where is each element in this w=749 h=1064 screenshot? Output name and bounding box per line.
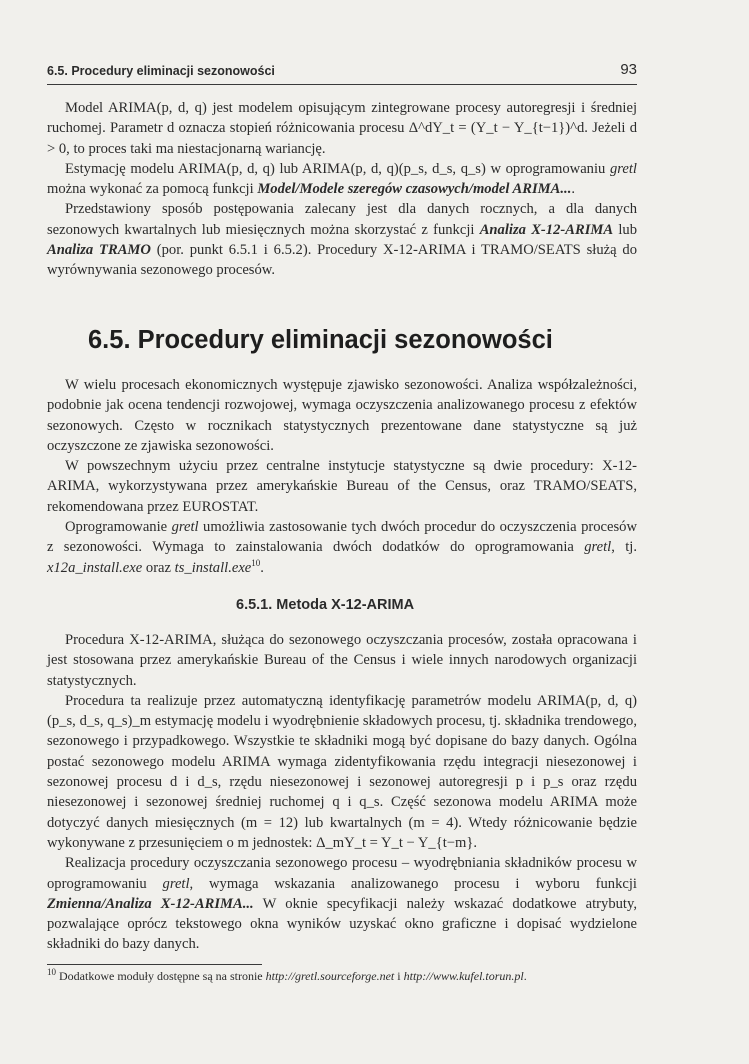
- page-number: 93: [620, 61, 637, 78]
- section-paragraph-1: W wielu procesach ekonomicznych występuje zjawisko sezonowości. Analiza współzależności, podobnie jak ocena tendencji rozwojowej, wymaga oczyszczenia analizowanego procesu z efektów sezonowych. Często w rocznikach statystycznych prezentowane dane statystyczne są już oczyszczone ze zjawiska sezonowości.: [47, 377, 637, 454]
- software-name: gretl: [171, 519, 199, 536]
- section-heading: 6.5. Procedury eliminacji sezonowości: [88, 326, 553, 354]
- menu-path: Model/Modele szeregów czasowych/model ARIMA...: [257, 181, 572, 198]
- software-name: gretl: [609, 160, 637, 177]
- menu-path: Analiza TRAMO: [47, 242, 151, 259]
- intro-paragraph-1: Model ARIMA(p, d, q) jest modelem opisującym zintegrowane procesy autoregresji i średniej ruchomej. Parametr d oznacza stopień różnicowania procesu Δ^dY_t = (Y_t − Y_{t−1})^d. Jeżeli d > 0, to proces taki ma niestacjonarną wariancję.: [47, 100, 637, 157]
- subsection-paragraph-3: Realizacja procedury oczyszczania sezonowego procesu – wyodrębniania składników procesu w oprogramowaniu gretl, wymaga wskazania analizowanego procesu i wyboru funkcji Zmienna/Analiza X-12-ARIMA... W oknie specyfikacji należy wskazać dodatkowe atrybuty, pozwalające oprócz tekstowego okna wyników uzyskać okno graficzne i dopisać wydzielone składniki do bazy danych.: [47, 855, 637, 953]
- subsection-paragraph-2: Procedura ta realizuje przez automatyczną identyfikację parametrów modelu ARIMA(p, d, q)(p_s, d_s, q_s)_m estymację modelu i wyodrębnienie składowych procesu, tj. składnika trendowego, sezonowego i przypadkowego. Wszystkie te składniki mogą być dopisane do bazy danych. Ogólna postać sezonowego modelu ARIMA wymaga zidentyfikowania rzędu integracji niesezonowej i sezonowej procesu d i d_s, rzędu niesezonowej i sezonowej autoregresji p i p_s oraz rzędu niesezonowej i sezonowej średniej ruchomej q i q_s. Część sezonowa modelu ARIMA może dotyczyć danych miesięcznych (m = 12) lub kwartalnych (m = 4). Wtedy różnicowanie będzie wykonywane z przesunięciem o m jednostek: Δ_mY_t = Y_t − Y_{t−m}.: [47, 692, 637, 851]
- file-name: ts_install.exe: [174, 559, 252, 576]
- footnote-link: http://gretl.sourceforge.net: [265, 969, 395, 983]
- subsection-paragraph-1: Procedura X-12-ARIMA, służąca do sezonowego oczyszczania procesów, została opracowana i jest stosowana przez amerykańskie Bureau of the Census i wiele innych narodowych organizacji statystycznych.: [47, 632, 637, 689]
- menu-path: Analiza X-12-ARIMA: [479, 221, 614, 238]
- footnote-rule: [47, 964, 262, 965]
- subsection-heading: 6.5.1. Metoda X-12-ARIMA: [236, 597, 415, 613]
- section-paragraph-2: W powszechnym użyciu przez centralne instytucje statystyczne są dwie procedury: X-12-ARIMA, wykorzystywana przez amerykańskie Bureau of the Census, oraz TRAMO/SEATS, rekomendowana przez EUROSTAT.: [47, 458, 637, 515]
- software-name: gretl: [584, 539, 612, 556]
- menu-path: Zmienna/Analiza X-12-ARIMA...: [47, 895, 254, 912]
- footnote-ref: 10: [251, 557, 261, 568]
- software-name: gretl: [162, 875, 190, 892]
- intro-text: [47, 98, 637, 281]
- intro-paragraph-3: Przedstawiony sposób postępowania zalecany jest dla danych rocznych, a dla danych sezonowych kwartalnych lub miesięcznych można skorzystać z funkcji Analiza X-12-ARIMA lub Analiza TRAMO (por. punkt 6.5.1 i 6.5.2). Procedury X-12-ARIMA i TRAMO/SEATS służą do wyrównywania sezonowego procesów.: [47, 201, 638, 279]
- running-head-title: 6.5. Procedury eliminacji sezonowości: [47, 64, 275, 78]
- footnote-number: 10: [47, 967, 56, 977]
- section-paragraph-3: Oprogramowanie gretl umożliwia zastosowanie tych dwóch procedur do oczyszczenia procesów z sezonowości. Wymaga to zainstalowania dwóch dodatków do oprogramowania gretl, tj. x12a_install.exe oraz ts_install.exe$^{10}$.: [47, 519, 637, 576]
- subsection-text: [47, 630, 637, 955]
- footnote-link: http://www.kufel.torun.pl: [403, 969, 524, 983]
- section-text: [47, 375, 637, 578]
- running-head: [47, 60, 637, 85]
- intro-paragraph-2: Estymację modelu ARIMA(p, d, q) lub ARIMA(p, d, q)(p_s, d_s, q_s) w oprogramowaniu gretl można wykonać za pomocą funkcji Model/Modele szeregów czasowych/model ARIMA....: [47, 160, 637, 198]
- footnote: $^{10}$ Dodatkowe moduły dostępne są na stronie http://gretl.sourceforge.net i http://www.kufel.torun.pl.: [47, 967, 527, 983]
- file-name: x12a_install.exe: [47, 559, 143, 576]
